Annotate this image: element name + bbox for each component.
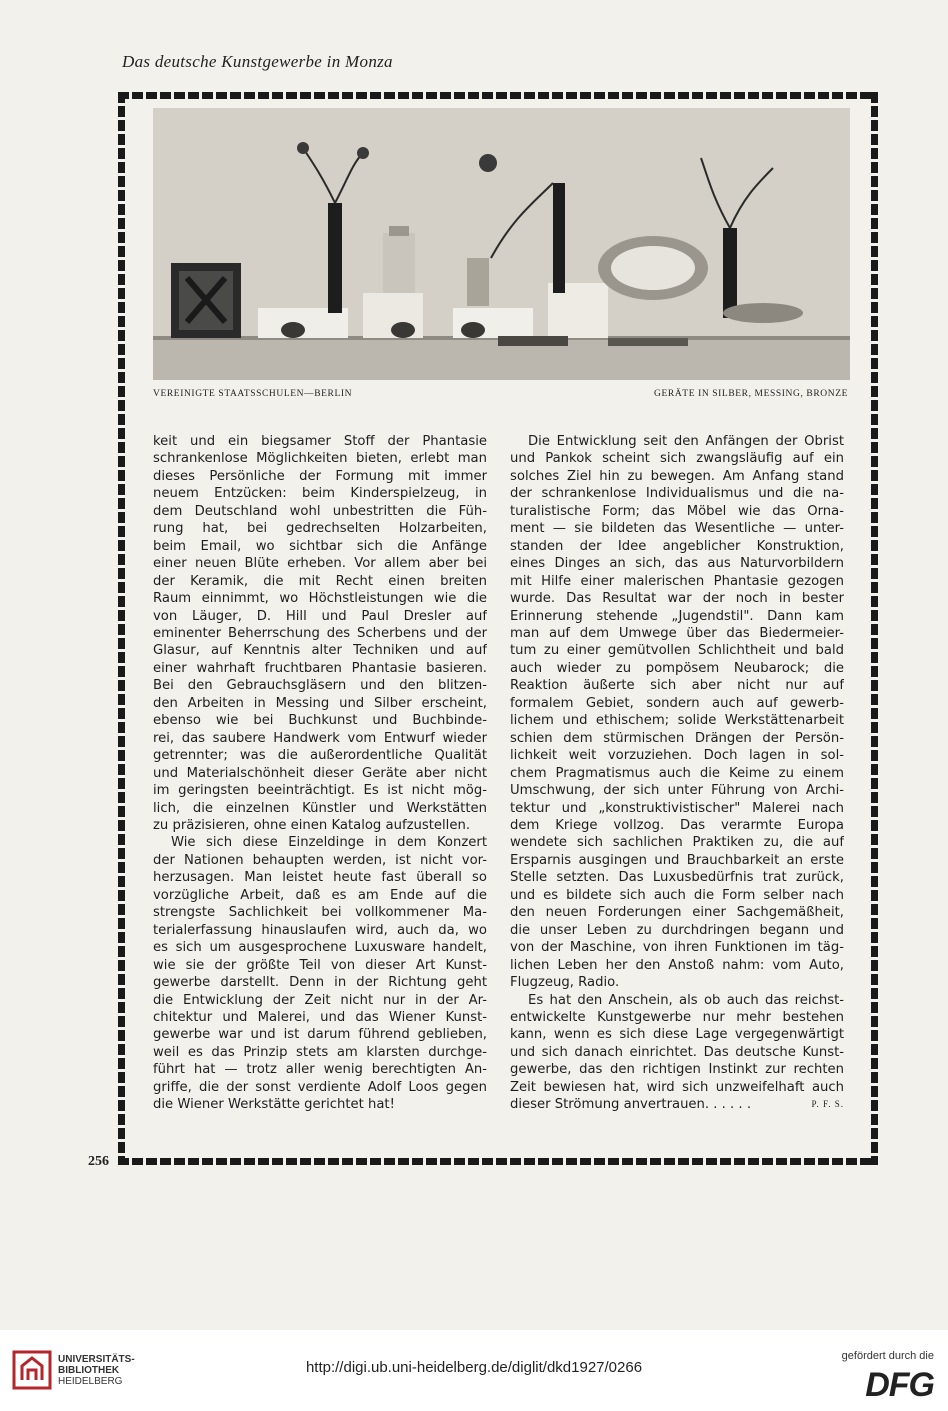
- text-line: weil es das Prinzip stets am klarsten durchge-: [153, 1044, 487, 1060]
- text-line: schrankenlose Möglichkeiten bieten, erlebt man: [153, 451, 487, 467]
- text-line: schien dem stürmischen Drängen der Persön-: [510, 730, 844, 746]
- text-line-end: dieser Strömung anvertrauen. . . . . .: [510, 1097, 752, 1113]
- text-line: strengste Sachlichkeit bei vollkommener Ma-: [153, 905, 487, 921]
- text-line-final: [510, 1096, 844, 1113]
- text-line: Erinnerung stehende „Jugendstil". Dann kam: [510, 608, 844, 624]
- text-column-left: [153, 433, 487, 1114]
- text-line: kann, wenn es sich diese Lage vergegenwärtigt: [510, 1027, 844, 1043]
- text-line: dem Deutschland wohl unbestritten die Füh-: [153, 503, 487, 519]
- text-line: keit und ein biegsamer Stoff der Phantasie: [153, 434, 487, 449]
- text-line: der Keramik, die mit Recht einen breiten: [153, 573, 487, 589]
- text-line: Flugzeug, Radio.: [510, 975, 620, 991]
- text-line: der schrankenlose Individualismus und die na-: [510, 486, 844, 502]
- text-line: chem Pragmatismus auch die Keime zu einem: [510, 765, 844, 781]
- showcase-illustration: [153, 108, 850, 380]
- text-line: Bei den Gebrauchsgläsern und den blitzen-: [153, 678, 487, 694]
- text-line: tum zu einer gemütvollen Schlichtheit und bald: [510, 643, 844, 659]
- text-line: und es bildete sich auch die Form selber nach: [510, 887, 844, 903]
- text-line: tektur und „konstruktivistischer" Malerei nach: [510, 800, 844, 816]
- text-line: Die Entwicklung seit den Anfängen der Obrist: [528, 434, 844, 449]
- text-line: Stelle setzten. Das Luxusbedürfnis trat zurück,: [510, 870, 844, 886]
- photo-caption-left: VEREINIGTE STAATSSCHULEN—BERLIN: [153, 389, 353, 399]
- text-line: zu präzisieren, ohne einen Katalog aufzustellen.: [153, 817, 471, 833]
- text-line: vorzügliche Arbeit, daß es am Ende auf die: [153, 887, 487, 903]
- text-line: von Läuger, D. Hill und Paul Dresler auf: [153, 608, 487, 624]
- text-line: formalem Gebiet, sondern auch auf gewerb-: [510, 695, 844, 711]
- text-line: die Entwicklung der Zeit nicht nur in der Ar-: [153, 992, 487, 1008]
- frame-right-border: [871, 92, 878, 1165]
- text-line: eminenter Beherrschung des Scherbens und der: [153, 625, 487, 641]
- text-line: wie sie der größte Teil von dieser Art Kunst-: [153, 957, 487, 973]
- text-line: und Pankok scheint sich zwangsläufig auf ein: [510, 451, 844, 467]
- text-line: gewerbe, das den richtigen Instinkt zur rechten: [510, 1062, 844, 1078]
- text-line: terialerfassung hinauslaufen wird, auch da, wo: [153, 922, 487, 938]
- permalink-url[interactable]: http://digi.ub.uni-heidelberg.de/diglit/dkd1927/0266: [305, 1359, 643, 1376]
- page-number: 256: [88, 1154, 109, 1169]
- text-line: Es hat den Anschein, als ob auch das reichst-: [528, 992, 844, 1008]
- text-line: führt hat — trotz aller wenig berechtigten An-: [153, 1062, 487, 1078]
- text-column-right: [510, 433, 844, 1114]
- dfg-logo[interactable]: DFG: [865, 1366, 934, 1404]
- text-line: herzusagen. Man leistet heute fast überall so: [153, 870, 487, 886]
- text-line: chitektur und Malerei, und das Wiener Kunst-: [153, 1009, 487, 1025]
- text-line: getrennter; was die außerordentliche Qualität: [153, 748, 487, 764]
- text-line: neuem Entzücken: beim Kinderspielzeug, in: [153, 486, 487, 502]
- text-line: wendete sich sachlichen Praktiken zu, die auf: [510, 835, 844, 851]
- library-name-line3: HEIDELBERG: [58, 1376, 123, 1387]
- text-line: dem Kriege vollzog. Das verarmte Europa: [510, 817, 844, 833]
- text-line: lichkeit weit vorzuziehen. Doch lagen in sol-: [510, 748, 844, 764]
- text-line: Umschwung, der sich unter Führung von Archi-: [510, 783, 844, 799]
- photo-caption-right: GERÄTE IN SILBER, MESSING, BRONZE: [654, 389, 848, 399]
- text-line: entwickelte Kunstgewerbe nur mehr bestehen: [510, 1009, 844, 1025]
- frame-top-border: [118, 92, 878, 99]
- text-line: eines Dinges an sich, das aus Naturvorbildern: [510, 556, 844, 572]
- text-line: und Materialschönheit dieser Geräte aber nicht: [153, 765, 487, 781]
- text-line: der Nationen behaupten werden, ist nicht vor-: [153, 852, 487, 868]
- text-line: den Arbeiten in Messing und Silber erscheint,: [153, 695, 487, 711]
- text-line: Glasur, auf Kenntnis alter Techniken und auf: [153, 643, 487, 659]
- text-line: es sich um ausgesprochene Luxusware handelt,: [153, 940, 487, 956]
- text-line: ment — sie bildeten das Wesentliche — unter-: [510, 521, 844, 537]
- text-line: rei, das saubere Handwerk vom Entwurf wieder: [153, 730, 487, 746]
- text-line: solches Ziel hin zu bewegen. Am Anfang stand: [510, 468, 844, 484]
- text-line: Reaktion äußerte sich aber nicht nur auf: [510, 678, 844, 694]
- text-line: einer neuen Blüte erheben. Vor allem aber bei: [153, 556, 487, 572]
- text-line: Raum einnimmt, wo Höchstleistungen wie die: [153, 591, 487, 607]
- text-line: die Wiener Werkstätte gerichtet hat!: [153, 1097, 395, 1113]
- frame-left-border: [118, 92, 125, 1165]
- text-line: einer wahrhaft fruchtbaren Phantasie basieren.: [153, 660, 487, 676]
- text-line: dieses Persönliche der Formung mit immer: [153, 468, 487, 484]
- text-line: rung hat, bei gedrechselten Holzarbeiten,: [153, 521, 487, 537]
- exhibition-photo: [153, 108, 850, 380]
- funder-label: gefördert durch die: [841, 1350, 934, 1362]
- text-line: gewerbe darstellt. Denn in der Richtung geht: [153, 975, 487, 991]
- text-line: auch wieder zu pompösem Neubarock; die: [510, 660, 844, 676]
- text-line: turalistische Form; das Möbel wie das Orna-: [510, 503, 844, 519]
- text-line: griffe, die der sonst verdiente Adolf Loos gegen: [153, 1079, 487, 1095]
- text-line: Zeit bewiesen hat, wird sich unzweifelhaft auch: [510, 1079, 844, 1095]
- library-name-line2: BIBLIOTHEK: [58, 1365, 120, 1376]
- text-line: lichem und ethischem; solide Werkstättenarbeit: [510, 713, 844, 729]
- text-line: man auf dem Umwege über das Biedermeier-: [510, 625, 844, 641]
- text-line: lichen Leben her den Anstoß nahm: vom Auto,: [510, 957, 844, 973]
- frame-bottom-border: [118, 1158, 878, 1165]
- text-line: von der Maschine, von ihren Funktionen im täg-: [510, 940, 844, 956]
- library-name-line1: UNIVERSITÄTS-: [58, 1354, 135, 1365]
- text-line: den neuen Forderungen einer Sachgemäßheit,: [510, 905, 844, 921]
- text-line: standen der Idee angeblicher Konstruktion,: [510, 538, 844, 554]
- text-line: im geringsten beeinträchtigt. Es ist nicht mög-: [153, 783, 487, 799]
- author-signature: P. F. S.: [811, 1099, 844, 1110]
- text-line: wurde. Das Resultat war der noch in bester: [510, 591, 844, 607]
- text-line: die unser Leben zu durchdringen begann und: [510, 922, 844, 938]
- text-line: mit Hilfe einer malerischen Phantasie gezogen: [510, 573, 844, 589]
- text-line: gewerbe war und ist darum führend geblieben,: [153, 1027, 487, 1043]
- text-line: Wie sich diese Einzeldinge in dem Konzert: [171, 835, 487, 851]
- running-head: Das deutsche Kunstgewerbe in Monza: [122, 52, 393, 71]
- text-line: beim Email, wo sichtbar sich die Anfänge: [153, 538, 487, 554]
- text-line: Ersparnis ausgingen und Brauchbarkeit an erste: [510, 852, 844, 868]
- text-line: und sich danach einrichtet. Das deutsche Kunst-: [510, 1044, 844, 1060]
- text-line: lich, die einzelnen Künstler und Werkstätten: [153, 800, 487, 816]
- text-line: ebenso wie bei Buchkunst und Buchbinde-: [153, 713, 487, 729]
